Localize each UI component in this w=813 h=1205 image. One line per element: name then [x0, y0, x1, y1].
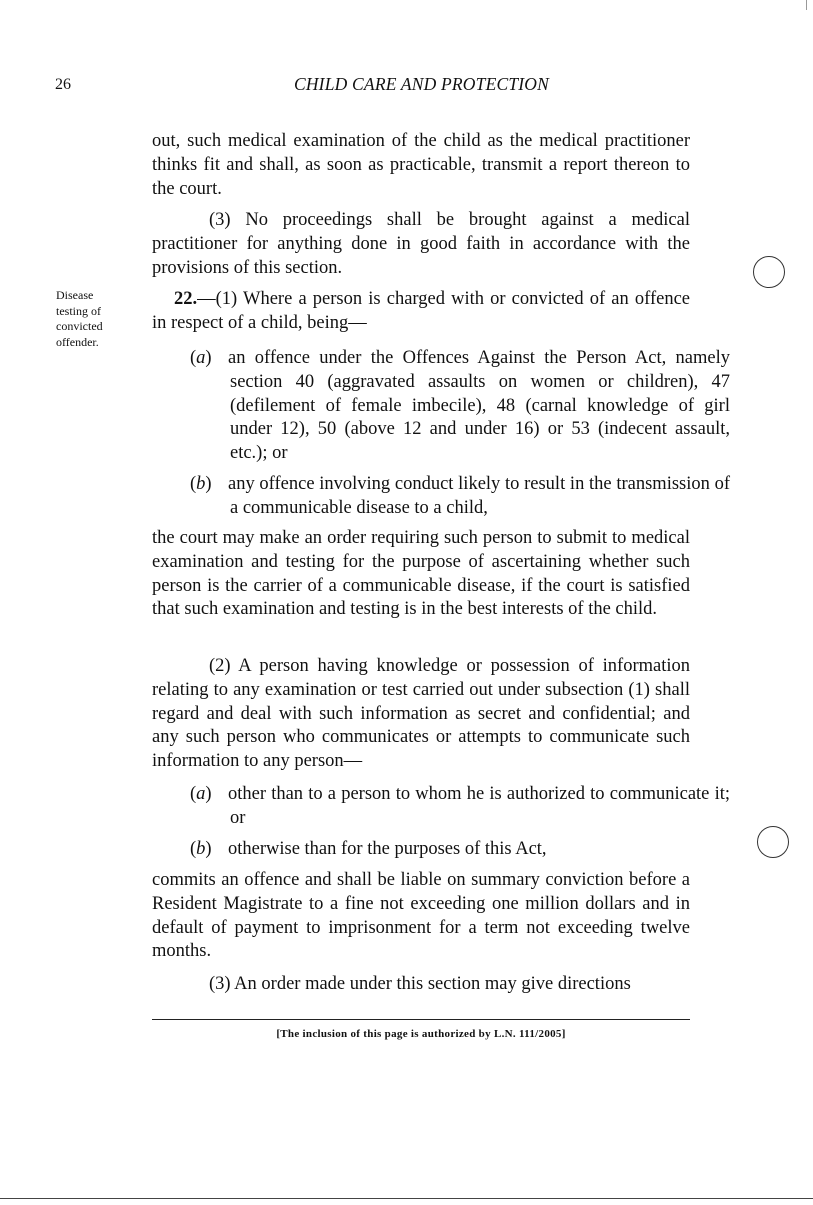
list-item-label: (b) — [190, 474, 212, 494]
margin-note-line: Disease — [56, 288, 94, 302]
sub2-item-a — [190, 783, 730, 831]
section-number: 22. — [174, 289, 198, 309]
margin-note-line: offender. — [56, 334, 99, 349]
list-item-text: other than to a person to whom he is authorized to communicate it; or — [228, 784, 730, 828]
footer-note: [The inclusion of this page is authorized by L.N. 111/2005] — [276, 1028, 566, 1040]
scan-edge-mark — [806, 0, 807, 10]
page-number: 26 — [55, 76, 71, 93]
list-item-label: (a) — [190, 784, 212, 804]
section-22-intro-text: —(1) Where a person is charged with or convicted of an offence in respect of a child, being— — [152, 289, 690, 333]
sub2-item-b — [190, 838, 730, 862]
order-paragraph: the court may make an order requiring such person to submit to medical examination and testing for the purpose of ascertaining whether such person is the carrier of a communicable disease, if the court is satisfied that such examination and testing is in the best interests of the child. — [152, 528, 690, 620]
list-item-text: otherwise than for the purposes of this Act, — [228, 839, 547, 859]
section-22-intro — [152, 288, 690, 336]
subsection-3: (3) An order made under this section may give directions — [209, 974, 631, 994]
penalty-paragraph: commits an offence and shall be liable on summary conviction before a Resident Magistrate to a fine not exceeding one million dollars and in default of payment to imprisonment for a term not exceeding twelve months. — [152, 870, 690, 962]
margin-note-line: testing of — [56, 303, 101, 318]
punch-hole-icon — [753, 256, 785, 288]
subsection-2: (2) A person having knowledge or possession of information relating to any examination or test carried out under subsection (1) shall regard and deal with such information as secret and confidential; and any such person who communicates or attempts to communicate such information to any person— — [152, 656, 690, 772]
footer-divider — [152, 1019, 690, 1020]
list-item-a — [190, 347, 730, 466]
running-head-title: CHILD CARE AND PROTECTION — [293, 74, 550, 94]
list-item-label: (b) — [190, 839, 212, 859]
margin-note — [56, 288, 126, 350]
subsection-3-previous: (3) No proceedings shall be brought against a medical practitioner for anything done in good faith in accordance with the provisions of this section. — [152, 210, 690, 278]
list-item-label: (a) — [190, 348, 212, 368]
list-item-text: any offence involving conduct likely to result in the transmission of a communicable disease to a child, — [228, 474, 730, 518]
punch-hole-icon — [757, 826, 789, 858]
margin-note-line: convicted — [56, 319, 103, 333]
list-item-b — [190, 473, 730, 521]
scan-bottom-edge — [0, 1198, 813, 1199]
continuation-paragraph: out, such medical examination of the child as the medical practitioner thinks fit and shall, as soon as practicable, transmit a report thereon to the court. — [152, 131, 690, 199]
list-item-text: an offence under the Offences Against the Person Act, namely section 40 (aggravated assaults on women or children), 47 (defilement of female imbecile), 48 (carnal knowledge of girl under 12), 50 (above 12 and under 16) or 53 (indecent assault, etc.); or — [228, 348, 730, 464]
